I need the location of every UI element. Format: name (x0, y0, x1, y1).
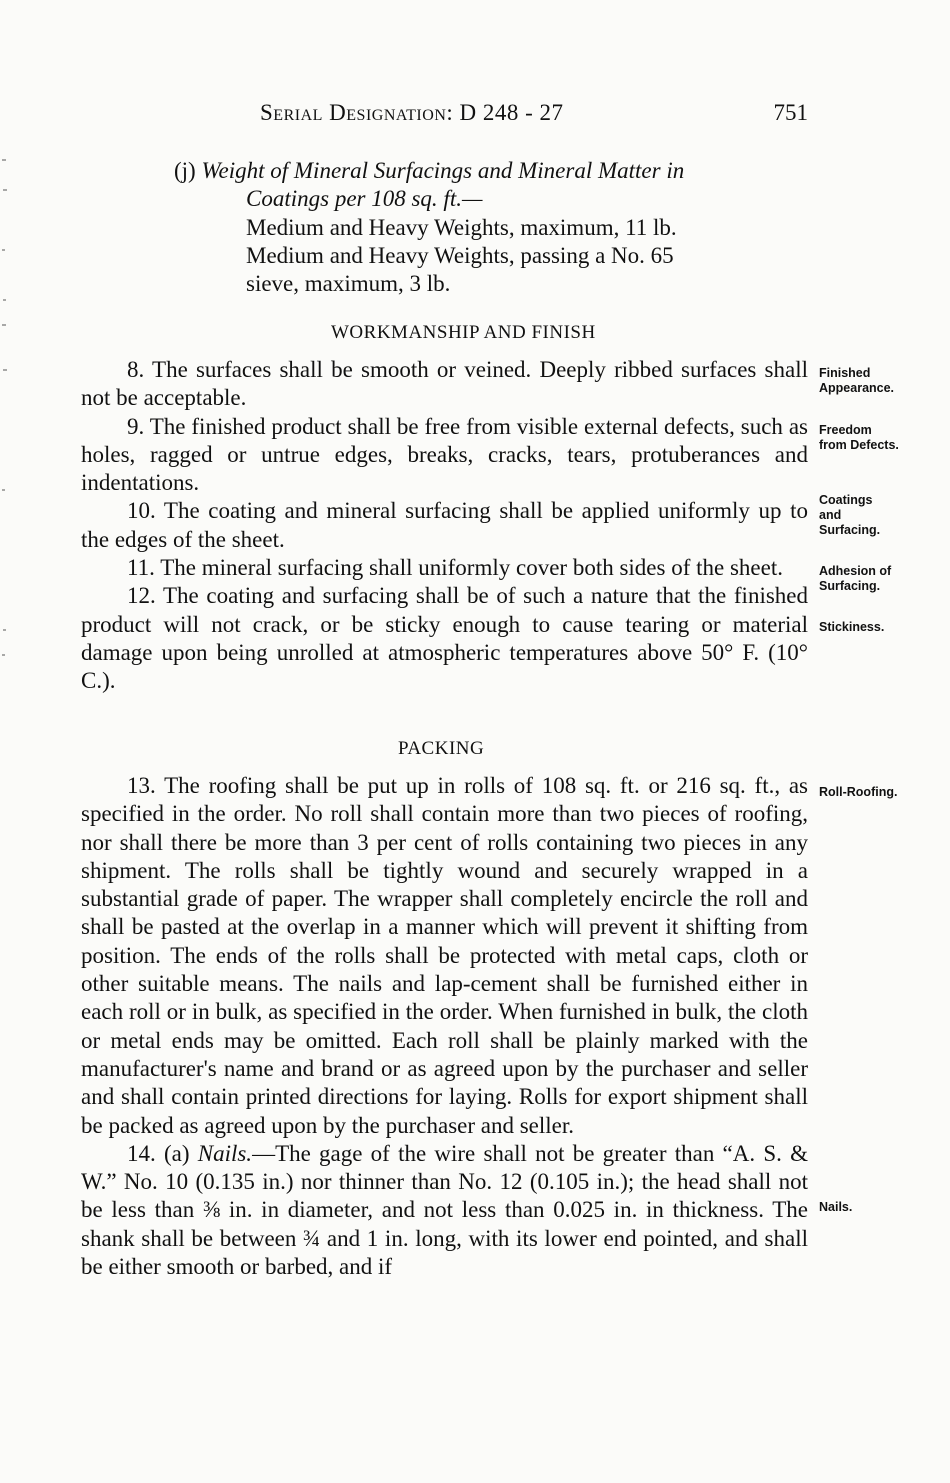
sidenote-freedom-from-defects: Freedom from Defects. (819, 423, 899, 452)
paragraph-8: 8. The surfaces shall be smooth or veined. Deeply ribbed surfaces shall not be acceptable. (81, 357, 808, 411)
sidenote-nails: Nails. (819, 1200, 853, 1214)
item-j-sieve-max: sieve, maximum, 3 lb. (246, 271, 451, 297)
paragraph-11: 11. The mineral surfacing shall uniformly cover both sides of the sheet. (127, 555, 783, 581)
sidenote-roll-roofing: Roll-Roofing. (819, 785, 898, 799)
item-j-medium-heavy-sieve: Medium and Heavy Weights, passing a No. 65 (246, 242, 674, 268)
item-j-label: (j) (174, 158, 196, 183)
paragraph-14: 14. (a) Nails.—The gage of the wire shall not be greater than “A. S. & W.” No. 10 (0.135 in.) nor thinner than No. 12 (0.105 in.); the head shall not be less than ⅜ in. in diameter, and not less than 0.025 in. in thickness. The shank shall be between ¾ and 1 in. long, with its lower end pointed, and shall be either smooth or barbed, and if (81, 1140, 808, 1280)
item-j-title: Weight of Mineral Surfacings and Mineral Matter in (201, 158, 685, 183)
running-header (260, 100, 808, 126)
packing-section (81, 772, 808, 1281)
paragraph-13: 13. The roofing shall be put up in rolls of 108 sq. ft. or 216 sq. ft., as specified in the order. No roll shall contain more than two pieces of roofing, nor shall there be more than 3 per cent of rolls containing two pieces in any shipment. The rolls shall be tightly wound and securely wrapped in a substantial grade of paper. The wrapper shall completely encircle the roll and shall be pasted at the overlap in a manner which will prevent it shifting from position. The ends of the rolls shall be protected with metal caps, cloth or other suitable means. The nails and lap-cement shall be furnished either in each roll or in bulk, as specified in the order. When furnished in bulk, the cloth or metal ends may be omitted. Each roll shall be plainly marked with the manufacturer's name and brand or as agreed upon by the purchaser and seller and shall contain printed directions for laying. Rolls for export shipment shall be packed as agreed upon by the purchaser and seller. (81, 773, 808, 1138)
sidenote-finished-appearance: Finished Appearance. (819, 366, 895, 395)
page-number: 751 (773, 100, 808, 125)
paragraph-12: 12. The coating and surfacing shall be of such a nature that the finished product will not crack, or be sticky enough to cause tearing or material damage upon being unrolled at atmospheric temperatures above 50° F. (10° C.). (81, 583, 808, 694)
sidenote-coatings-surfacing: Coatings and Surfacing. (819, 493, 881, 537)
item-j-medium-heavy-max: Medium and Heavy Weights, maximum, 11 lb. (246, 214, 677, 240)
section-heading-packing: PACKING (398, 738, 485, 759)
sidenote-adhesion-surfacing: Adhesion of Surfacing. (819, 564, 892, 593)
item-j (174, 157, 808, 298)
serial-designation: Serial Designation: D 248 - 27 (260, 100, 564, 125)
sidenote-stickiness: Stickiness. (819, 620, 885, 634)
workmanship-section (81, 356, 808, 696)
paragraph-10: 10. The coating and mineral surfacing shall be applied uniformly up to the edges of the sheet. (81, 498, 808, 552)
item-j-title-cont: Coatings per 108 sq. ft.— (246, 186, 483, 212)
scan-margin-marks (0, 150, 10, 680)
paragraph-9: 9. The finished product shall be free from visible external defects, such as holes, ragged or untrue edges, breaks, cracks, tears, protuberances and indentations. (81, 413, 808, 496)
section-heading-workmanship: WORKMANSHIP AND FINISH (331, 322, 596, 343)
